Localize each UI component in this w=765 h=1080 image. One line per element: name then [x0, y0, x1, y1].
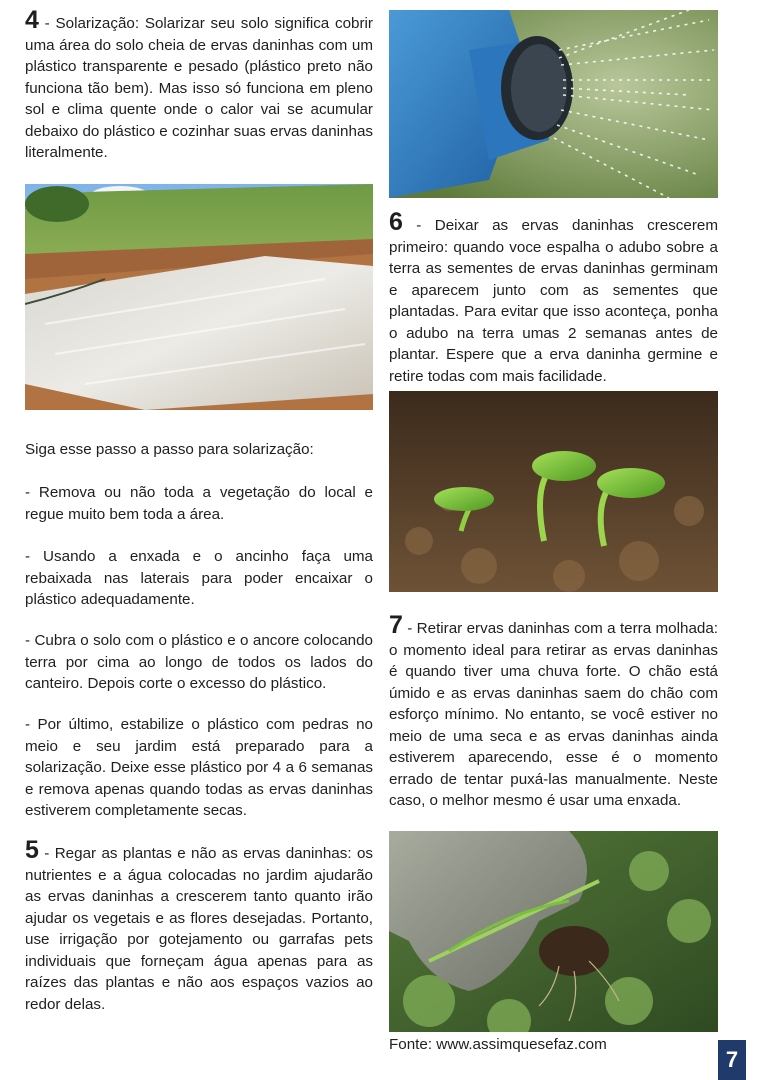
page-number: 7 — [718, 1040, 746, 1080]
plastic-solarization-photo — [25, 184, 373, 410]
step-item: - Cubra o solo com o plástico e o ancore colocando terra por cima ao longo de todos os lados do canteiro. Depois corte o excesso do plástico. — [25, 632, 373, 692]
section-6-paragraph — [389, 208, 718, 387]
watering-can-photo — [389, 10, 718, 198]
step-item: - Por último, estabilize o plástico com pedras no meio e seu jardim está preparado para a solarização. Deixe esse plástico por 4 a 6 semanas e remova apenas quando todas as ervas daninhas estiverem completamente secas. — [25, 716, 373, 819]
gloved-hand-weed-photo — [389, 831, 718, 1032]
section-7-number: 7 — [389, 611, 403, 639]
section-7-text: - Retirar ervas daninhas com a terra molhada: o momento ideal para retirar as ervas daninhas é quando tiver uma chuva forte. O chão está úmido e as ervas daninhas saem do chão com esforço mínimo. No entanto, se você estiver no meio de uma seca e as ervas daninhas ainda estiverem aparecendo, esse é o momento errado de tentar puxá-las manualmente. Neste caso, o melhor mesmo é usar uma enxada. — [389, 620, 718, 809]
steps-intro: Siga esse passo a passo para solarização: — [25, 441, 314, 458]
section-4-paragraph — [25, 6, 373, 164]
section-4-text: - Solarização: Solarizar seu solo significa cobrir uma área do solo cheia de ervas daninhas com um plástico transparente e pesado (plástico preto não funciona tão bem). Mas isso só funciona em pleno sol e clima quente onde o calor vai se acumular debaixo do plástico e cozinhar suas ervas daninhas literalmente. — [25, 15, 373, 161]
section-6-text: - Deixar as ervas daninhas crescerem primeiro: quando voce espalha o adubo sobre a terra as sementes de ervas daninhas germinam e aparecem junto com as sementes que plantadas. Para evitar que isso aconteça, ponha o adubo na terra umas 2 semanas antes de plantar. Espere que a erva daninha germine e retire todas com mais facilidade. — [389, 217, 718, 385]
step-item: - Remova ou não toda a vegetação do local e regue muito bem toda a área. — [25, 484, 373, 523]
seedlings-soil-photo — [389, 391, 718, 592]
section-5-number: 5 — [25, 836, 39, 864]
section-7-paragraph — [389, 611, 718, 812]
section-6-number: 6 — [389, 208, 403, 236]
source-credit: Fonte: www.assimquesefaz.com — [389, 1036, 607, 1053]
section-4-number: 4 — [25, 6, 39, 34]
section-5-text: - Regar as plantas e não as ervas daninhas: os nutrientes e a água colocadas no jardim ajudarão as ervas daninhas a crescerem tanto quanto irão ajudar os vegetais e as flores desejadas. Portanto, use irrigação por gotejamento ou garrafas pets individuais que forneçam água apenas para as raízes das plantas e não aos espaços vazios ao redor delas. — [25, 845, 373, 1013]
section-5-paragraph — [25, 836, 373, 1015]
step-item: - Usando a enxada e o ancinho faça uma rebaixada nas laterais para poder encaixar o plástico adequadamente. — [25, 548, 373, 608]
